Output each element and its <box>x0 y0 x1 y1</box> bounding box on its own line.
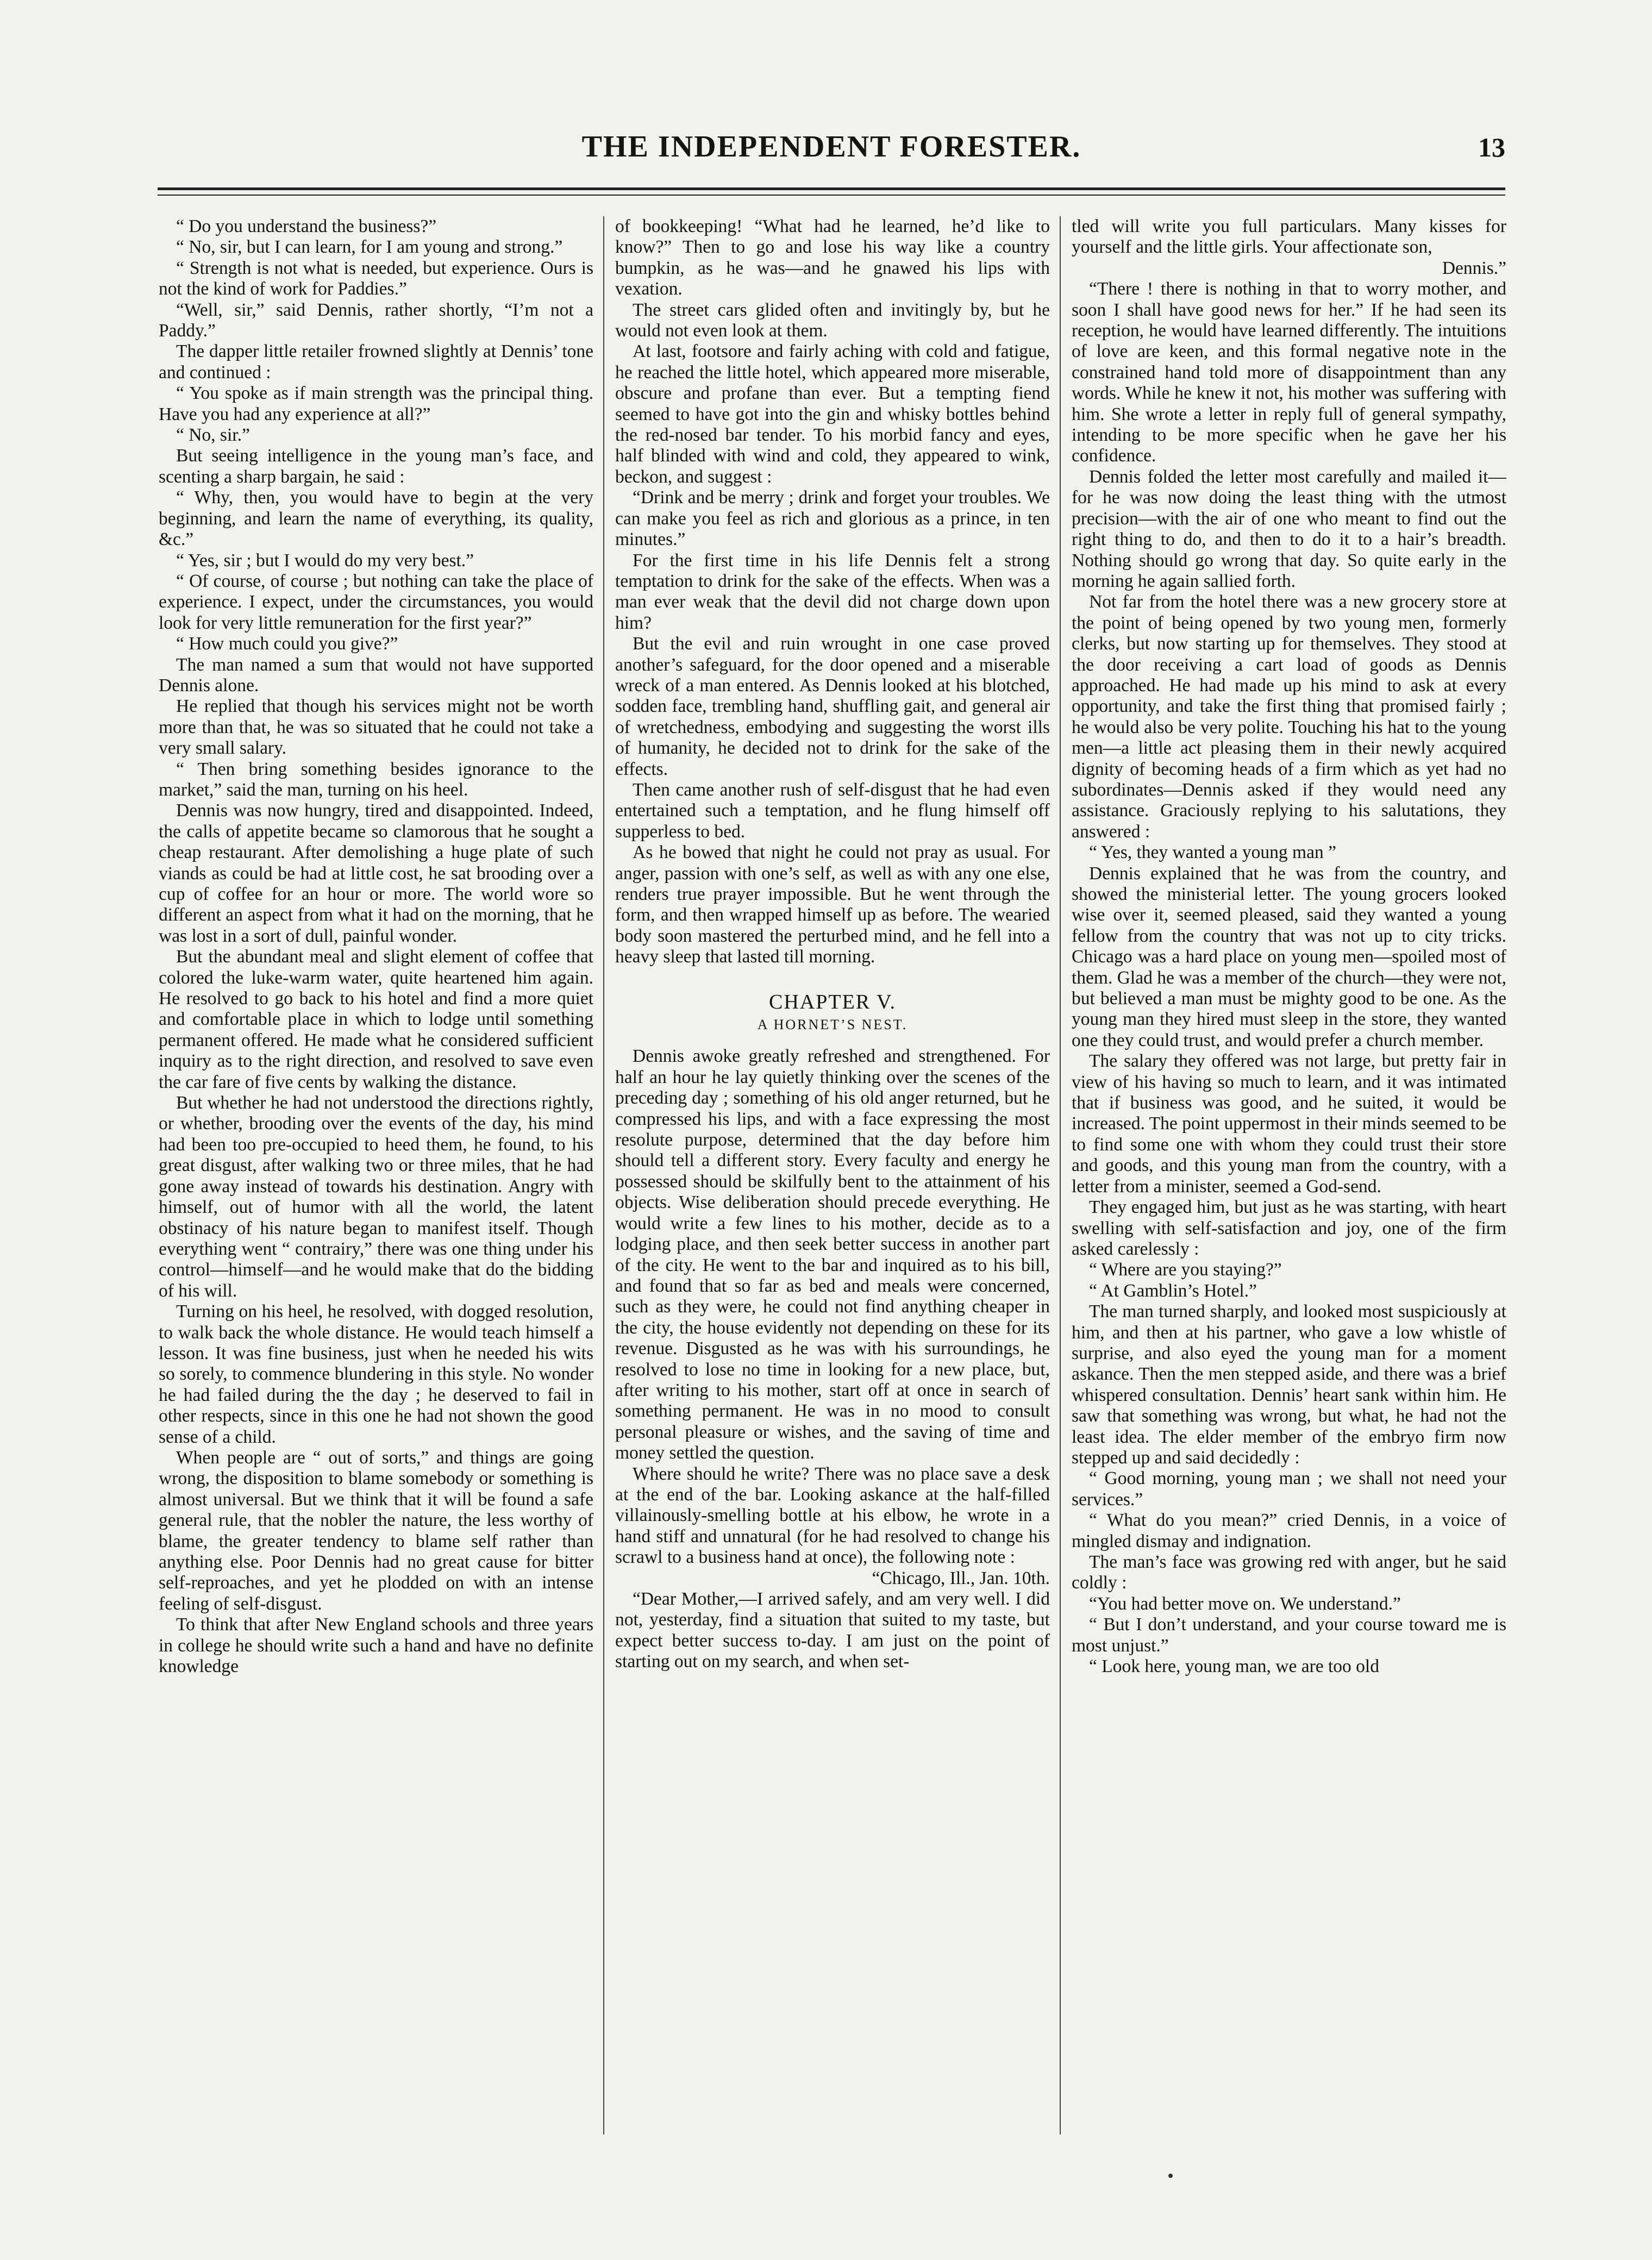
paragraph: Not far from the hotel there was a new grocery store at the point of being opened by two young men, formerly clerks, but now starting up for themselves. They stood at the door receiving a cart load of goods as Dennis approached. He had made up his mind to ask at every opportunity, and take the first thing that promised fairly ; he would also be very polite. Touching his hat to the young men—a little act pleasing them in their newly acquired dignity of becoming heads of a firm which as yet had no subordinates—Dennis asked if they would need any assistance. Graciously replying to his salutations, they answered : <box>1072 592 1506 842</box>
paragraph: “ Strength is not what is needed, but experience. Ours is not the kind of work for Paddies.” <box>159 258 593 299</box>
page-number: 13 <box>1478 132 1505 162</box>
paragraph: As he bowed that night he could not pray as usual. For anger, passion with one’s self, as well as with any one else, renders true prayer impossible. But he went through the form, and then wrapped himself up as before. The wearied body soon mastered the perturbed mind, and he fell into a heavy sleep that lasted till morning. <box>615 842 1050 967</box>
column-2-lead: of bookkeeping! “What had he learned, he’d like to know?” Then to go and lose his way like a country bumpkin, as he was—and he gnawed his lips with vexation. <box>615 216 1050 299</box>
paragraph: At last, footsore and fairly aching with cold and fatigue, he reached the little hotel, which appeared more miserable, obscure and profane than ever. But a tempting fiend seemed to have got into the gin and whisky bottles behind the red-nosed bar tender. To his morbid fancy and eyes, half blinded with wind and cold, they appeared to wink, beckon, and suggest : <box>615 341 1050 487</box>
paragraph: “There ! there is nothing in that to worry mother, and soon I shall have good news for her.” If he had seen its reception, he would have learned differently. The intuitions of love are keen, and this formal negative note in the constrained hand told more of disappointment than any words. While he knew it not, his mother was suffering with him. She wrote a letter in reply full of general sympathy, intending to be more specific when he gave her his confidence. <box>1072 279 1506 466</box>
page-header <box>158 129 1505 173</box>
chapter-heading: CHAPTER V. <box>769 990 896 1013</box>
paragraph: “ Yes, sir ; but I would do my very best.” <box>176 550 474 571</box>
paragraph: They engaged him, but just as he was starting, with heart swelling with self-satisfaction and joy, one of the firm asked carelessly : <box>1072 1197 1506 1259</box>
paragraph: “ Do you understand the business?” <box>176 216 437 236</box>
header-rule-thick <box>158 187 1505 190</box>
paragraph: “ Yes, they wanted a young man ” <box>1089 842 1336 863</box>
paragraph: The man’s face was growing red with anger, but he said coldly : <box>1072 1552 1506 1593</box>
paragraph: “You had better move on. We understand.” <box>1089 1593 1401 1614</box>
ink-spot <box>1168 2174 1173 2178</box>
letter-dateline: “Chicago, Ill., Jan. 10th. <box>872 1568 1050 1588</box>
publication-title: THE INDEPENDENT FORESTER. <box>581 130 1081 164</box>
paragraph: The man named a sum that would not have supported Dennis alone. <box>159 654 593 696</box>
paragraph: “ You spoke as if main strength was the principal thing. Have you had any experience at all?” <box>159 383 593 424</box>
chapter-subtitle: A HORNET’S NEST. <box>757 1017 908 1033</box>
paragraph: When people are “ out of sorts,” and things are going wrong, the disposition to blame somebody or something is almost universal. But we think that it will be found a safe general rule, that the nobler the nature, the less worthy of blame, the greater tendency to blame self rather than anything else. Poor Dennis had no great cause for bitter self-reproaches, and yet he plodded on with an intense feeling of self-disgust. <box>159 1447 593 1614</box>
paragraph: “Drink and be merry ; drink and forget your troubles. We can make you feel as rich and glorious as a prince, in ten minutes.” <box>615 487 1050 550</box>
letter-body: “Dear Mother,—I arrived safely, and am very well. I did not, yesterday, find a situation that suited to my taste, but expect better success to-day. I am just on the point of starting out on my search, and when set- <box>615 1589 1050 1672</box>
paragraph: Dennis was now hungry, tired and disappointed. Indeed, the calls of appetite became so clamorous that he sought a cheap restaurant. After demolishing a huge plate of such viands as could be had at little cost, he sat brooding over a cup of coffee for an hour or more. The world wore so different an aspect from what it had on the morning, that he was lost in a sort of dull, painful wonder. <box>159 800 593 946</box>
paragraph: But seeing intelligence in the young man’s face, and scenting a sharp bargain, he said : <box>159 446 593 487</box>
column-2-paragraphs-after <box>615 1046 1050 1568</box>
paragraph: For the first time in his life Dennis felt a strong temptation to drink for the sake of the effects. When was a man ever weak that the devil did not charge down upon him? <box>615 550 1050 633</box>
paragraph: Dennis explained that he was from the country, and showed the ministerial letter. The young grocers looked wise over it, seemed pleased, said they wanted a young fellow from the country that was not up to city tricks. Chicago was a hard place on young men—spoiled most of them. Glad he was a member of the church—they were not, but believed a man must be mighty good to be one. As the young man they hired must sleep in the store, they wanted one they could trust, and would prefer a church member. <box>1072 863 1506 1050</box>
paragraph: Dennis awoke greatly refreshed and strengthened. For half an hour he lay quietly thinking over the scenes of the preceding day ; something of his old anger returned, but he compressed his lips, and with a face expressing the most resolute purpose, determined that the day before him should tell a different story. Every faculty and energy he possessed should be skilfully bent to the attainment of his objects. Wise deliberation should precede everything. He would write a few lines to his mother, decide as to a lodging place, and then seek better success in another part of the city. He went to the bar and inquired as to his bill, and found that so far as bed and meals were concerned, such as they were, he could not find anything cheaper in the city, the house evidently not depending on these for its revenue. Disgusted as he was with his surroundings, he resolved to lose no time in looking for a new place, but, after writing to his mother, start off at once in search of something permanent. He was in no mood to consult personal pleasure or wishes, and the saving of time and money settled the question. <box>615 1046 1050 1463</box>
paragraph: “ Then bring something besides ignorance to the market,” said the man, turning on his heel. <box>159 759 593 800</box>
paragraph: “ But I don’t understand, and your course toward me is most unjust.” <box>1072 1614 1506 1656</box>
column-3 <box>1072 216 1506 2140</box>
paragraph: The salary they offered was not large, but pretty fair in view of his having so much to learn, and it was intimated that if business was good, and he suited, it would be increased. The point uppermost in their minds seemed to be to find some one with whom they could trust their store and goods, and this young man from the country, with a letter from a minister, seemed a God-send. <box>1072 1051 1506 1197</box>
paragraph: “Well, sir,” said Dennis, rather shortly, “I’m not a Paddy.” <box>159 299 593 341</box>
paragraph: “ Of course, of course ; but nothing can take the place of experience. I expect, under the circumstances, you would look for very little remuneration for the first year?” <box>159 571 593 633</box>
column-divider <box>603 216 604 2134</box>
paragraph: To think that after New England schools and three years in college he should write such a hand and have no definite knowledge <box>159 1614 593 1677</box>
paragraph: But the evil and ruin wrought in one case proved another’s safeguard, for the door opened and a miserable wreck of a man entered. As Dennis looked at his blotched, sodden face, trembling hand, shuffling gait, and general air of wretchedness, embodying and suggesting the worst ills of humanity, he decided not to drink for the sake of the effects. <box>615 634 1050 779</box>
paragraph: The man turned sharply, and looked most suspiciously at him, and then at his partner, who gave a low whistle of surprise, and also eyed the young man for a moment askance. Then the men stepped aside, and there was a brief whispered consultation. Dennis’ heart sank within him. He saw that something was wrong, but what, he had not the least idea. The elder member of the embryo firm now stepped up and said decidedly : <box>1072 1301 1506 1468</box>
paragraph: “ How much could you give?” <box>176 634 398 654</box>
paragraph: “ No, sir, but I can learn, for I am young and strong.” <box>176 237 563 258</box>
paragraph: Where should he write? There was no place save a desk at the end of the bar. Looking askance at the half-filled villainously-smelling bottle at his elbow, he wrote in a hand stiff and unnatural (for he had resolved to change his scrawl to a business hand at once), the following note : <box>615 1463 1050 1568</box>
paragraph: “ Where are you staying?” <box>1089 1260 1282 1280</box>
header-rule-thin <box>158 195 1505 196</box>
paragraph: “ What do you mean?” cried Dennis, in a voice of mingled dismay and indignation. <box>1072 1510 1506 1551</box>
column-1 <box>159 216 593 2140</box>
paragraph: The dapper little retailer frowned slightly at Dennis’ tone and continued : <box>159 341 593 383</box>
letter-signoff: Dennis.” <box>1442 258 1506 278</box>
column-2-paragraphs-before <box>615 300 1050 968</box>
column-divider <box>1060 216 1061 2134</box>
column-3-paragraphs <box>1072 279 1506 1677</box>
paragraph: Turning on his heel, he resolved, with dogged resolution, to walk back the whole distance. He would teach himself a lesson. It was fine business, just when he needed his wits so sorely, to commence blundering in this style. No wonder he had failed during the the day ; he deserved to fail in other respects, since in this one he had not shown the good sense of a child. <box>159 1301 593 1447</box>
paragraph: But the abundant meal and slight element of coffee that colored the luke-warm water, quite heartened him again. He resolved to go back to his hotel and find a more quiet and comfortable place in which to lodge until something permanent offered. He made what he considered sufficient inquiry as to the right direction, and resolved to save even the car fare of five cents by walking the distance. <box>159 947 593 1092</box>
paragraph: “ Why, then, you would have to begin at the very beginning, and learn the name of everything, its quality, &c.” <box>159 487 593 550</box>
paragraph: He replied that though his services might not be worth more than that, he was so situated that he could not take a very small salary. <box>159 696 593 759</box>
paragraph: Then came another rush of self-disgust that he had even entertained such a temptation, and he flung himself off supperless to bed. <box>615 779 1050 842</box>
paragraph: “ At Gamblin’s Hotel.” <box>1089 1280 1257 1301</box>
paragraph: But whether he had not understood the directions rightly, or whether, brooding over the events of the day, his mind had been too pre-occupied to heed them, he found, to his great disgust, after walking two or three miles, that he had gone away instead of towards his destination. Angry with himself, out of humor with all the world, the latent obstinacy of his nature began to manifest itself. Though everything went “ contrairy,” there was one thing under his control—himself—and he would make that do the bidding of his will. <box>159 1093 593 1301</box>
column-3-lead: tled will write you full particulars. Many kisses for yourself and the little girls. Your affectionate son, <box>1072 216 1506 258</box>
paragraph: “ Look here, young man, we are too old <box>1089 1656 1379 1677</box>
paragraph: “ No, sir.” <box>176 425 250 446</box>
paragraph: “ Good morning, young man ; we shall not need your services.” <box>1072 1468 1506 1510</box>
paragraph: The street cars glided often and invitingly by, but he would not even look at them. <box>615 299 1050 341</box>
paragraph: Dennis folded the letter most carefully and mailed it—for he was now doing the least thing with the utmost precision—with the air of one who meant to find out the right thing to do, and then to do it to a hair’s breadth. Nothing should go wrong that day. So quite early in the morning he again sallied forth. <box>1072 466 1506 591</box>
column-2 <box>615 216 1050 2140</box>
